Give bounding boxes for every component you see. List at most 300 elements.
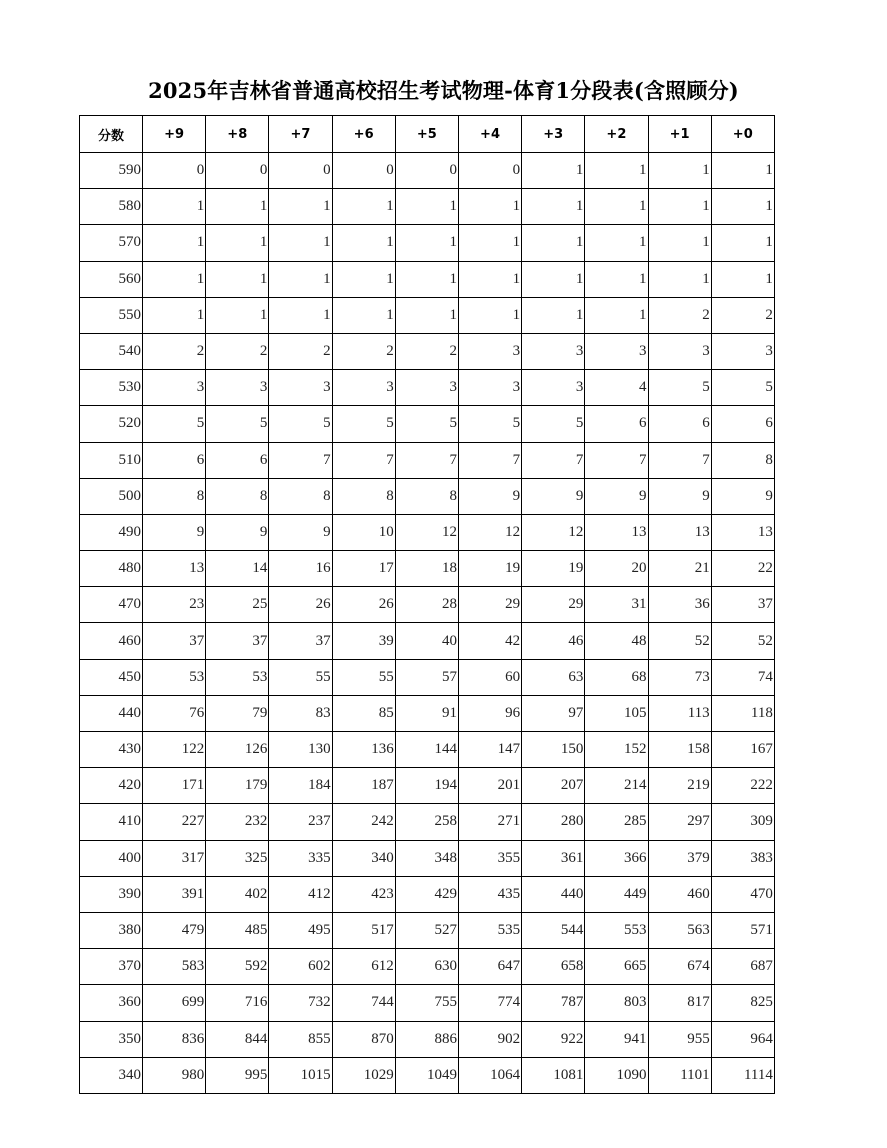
count-cell: 1 xyxy=(206,261,269,297)
count-cell: 1015 xyxy=(269,1057,332,1093)
count-cell: 571 xyxy=(711,912,774,948)
count-cell: 1 xyxy=(206,297,269,333)
count-cell: 1 xyxy=(206,225,269,261)
count-cell: 136 xyxy=(332,732,395,768)
count-cell: 85 xyxy=(332,695,395,731)
count-cell: 9 xyxy=(522,478,585,514)
score-table xyxy=(79,115,775,1094)
count-cell: 0 xyxy=(332,153,395,189)
count-cell: 201 xyxy=(458,768,521,804)
count-cell: 7 xyxy=(522,442,585,478)
count-cell: 179 xyxy=(206,768,269,804)
count-cell: 1 xyxy=(648,225,711,261)
count-cell: 402 xyxy=(206,876,269,912)
count-cell: 1114 xyxy=(711,1057,774,1093)
count-cell: 435 xyxy=(458,876,521,912)
header-bonus-plus-3: +3 xyxy=(522,116,585,153)
count-cell: 886 xyxy=(395,1021,458,1057)
count-cell: 941 xyxy=(585,1021,648,1057)
count-cell: 1 xyxy=(269,225,332,261)
count-cell: 232 xyxy=(206,804,269,840)
count-cell: 0 xyxy=(206,153,269,189)
count-cell: 7 xyxy=(269,442,332,478)
count-cell: 4 xyxy=(585,370,648,406)
count-cell: 1 xyxy=(522,297,585,333)
count-cell: 113 xyxy=(648,695,711,731)
count-cell: 592 xyxy=(206,949,269,985)
score-cell: 450 xyxy=(80,659,143,695)
count-cell: 5 xyxy=(522,406,585,442)
score-cell: 420 xyxy=(80,768,143,804)
count-cell: 2 xyxy=(711,297,774,333)
header-bonus-plus-1: +1 xyxy=(648,116,711,153)
count-cell: 485 xyxy=(206,912,269,948)
table-row xyxy=(80,333,775,369)
header-bonus-plus-7: +7 xyxy=(269,116,332,153)
count-cell: 5 xyxy=(143,406,206,442)
header-bonus-plus-2: +2 xyxy=(585,116,648,153)
count-cell: 665 xyxy=(585,949,648,985)
count-cell: 96 xyxy=(458,695,521,731)
count-cell: 674 xyxy=(648,949,711,985)
table-row xyxy=(80,912,775,948)
count-cell: 583 xyxy=(143,949,206,985)
count-cell: 2 xyxy=(206,333,269,369)
count-cell: 280 xyxy=(522,804,585,840)
count-cell: 147 xyxy=(458,732,521,768)
count-cell: 158 xyxy=(648,732,711,768)
score-cell: 520 xyxy=(80,406,143,442)
count-cell: 37 xyxy=(206,623,269,659)
count-cell: 8 xyxy=(332,478,395,514)
score-cell: 530 xyxy=(80,370,143,406)
count-cell: 348 xyxy=(395,840,458,876)
score-cell: 400 xyxy=(80,840,143,876)
count-cell: 527 xyxy=(395,912,458,948)
count-cell: 9 xyxy=(269,514,332,550)
table-row xyxy=(80,297,775,333)
count-cell: 52 xyxy=(648,623,711,659)
count-cell: 63 xyxy=(522,659,585,695)
score-cell: 460 xyxy=(80,623,143,659)
header-bonus-plus-8: +8 xyxy=(206,116,269,153)
count-cell: 150 xyxy=(522,732,585,768)
count-cell: 5 xyxy=(206,406,269,442)
count-cell: 1 xyxy=(269,297,332,333)
header-score: 分数 xyxy=(80,116,143,153)
score-cell: 490 xyxy=(80,514,143,550)
count-cell: 118 xyxy=(711,695,774,731)
count-cell: 699 xyxy=(143,985,206,1021)
count-cell: 383 xyxy=(711,840,774,876)
count-cell: 658 xyxy=(522,949,585,985)
count-cell: 46 xyxy=(522,623,585,659)
count-cell: 1049 xyxy=(395,1057,458,1093)
count-cell: 5 xyxy=(269,406,332,442)
score-cell: 380 xyxy=(80,912,143,948)
count-cell: 12 xyxy=(522,514,585,550)
count-cell: 219 xyxy=(648,768,711,804)
table-row xyxy=(80,225,775,261)
count-cell: 53 xyxy=(206,659,269,695)
count-cell: 6 xyxy=(143,442,206,478)
table-row xyxy=(80,840,775,876)
count-cell: 271 xyxy=(458,804,521,840)
count-cell: 31 xyxy=(585,587,648,623)
count-cell: 3 xyxy=(522,370,585,406)
count-cell: 1 xyxy=(143,261,206,297)
count-cell: 55 xyxy=(332,659,395,695)
count-cell: 870 xyxy=(332,1021,395,1057)
count-cell: 40 xyxy=(395,623,458,659)
count-cell: 9 xyxy=(206,514,269,550)
count-cell: 57 xyxy=(395,659,458,695)
score-cell: 360 xyxy=(80,985,143,1021)
count-cell: 237 xyxy=(269,804,332,840)
count-cell: 774 xyxy=(458,985,521,1021)
count-cell: 8 xyxy=(269,478,332,514)
score-cell: 430 xyxy=(80,732,143,768)
score-cell: 580 xyxy=(80,189,143,225)
table-row xyxy=(80,551,775,587)
count-cell: 9 xyxy=(648,478,711,514)
count-cell: 97 xyxy=(522,695,585,731)
count-cell: 955 xyxy=(648,1021,711,1057)
count-cell: 1 xyxy=(143,189,206,225)
count-cell: 19 xyxy=(522,551,585,587)
count-cell: 207 xyxy=(522,768,585,804)
score-cell: 590 xyxy=(80,153,143,189)
count-cell: 0 xyxy=(269,153,332,189)
count-cell: 3 xyxy=(648,333,711,369)
count-cell: 60 xyxy=(458,659,521,695)
count-cell: 836 xyxy=(143,1021,206,1057)
count-cell: 787 xyxy=(522,985,585,1021)
count-cell: 8 xyxy=(395,478,458,514)
score-cell: 570 xyxy=(80,225,143,261)
count-cell: 1 xyxy=(395,225,458,261)
table-row xyxy=(80,695,775,731)
count-cell: 470 xyxy=(711,876,774,912)
score-cell: 390 xyxy=(80,876,143,912)
count-cell: 553 xyxy=(585,912,648,948)
score-cell: 470 xyxy=(80,587,143,623)
count-cell: 379 xyxy=(648,840,711,876)
count-cell: 12 xyxy=(395,514,458,550)
count-cell: 517 xyxy=(332,912,395,948)
count-cell: 37 xyxy=(143,623,206,659)
header-row xyxy=(80,116,775,153)
count-cell: 309 xyxy=(711,804,774,840)
count-cell: 817 xyxy=(648,985,711,1021)
count-cell: 19 xyxy=(458,551,521,587)
count-cell: 825 xyxy=(711,985,774,1021)
table-row xyxy=(80,442,775,478)
table-row xyxy=(80,406,775,442)
count-cell: 7 xyxy=(648,442,711,478)
count-cell: 1 xyxy=(648,189,711,225)
count-cell: 317 xyxy=(143,840,206,876)
count-cell: 1 xyxy=(522,261,585,297)
count-cell: 495 xyxy=(269,912,332,948)
count-cell: 25 xyxy=(206,587,269,623)
count-cell: 535 xyxy=(458,912,521,948)
count-cell: 844 xyxy=(206,1021,269,1057)
count-cell: 1 xyxy=(143,225,206,261)
count-cell: 6 xyxy=(648,406,711,442)
count-cell: 3 xyxy=(332,370,395,406)
count-cell: 1 xyxy=(711,261,774,297)
count-cell: 26 xyxy=(332,587,395,623)
count-cell: 37 xyxy=(711,587,774,623)
count-cell: 68 xyxy=(585,659,648,695)
count-cell: 167 xyxy=(711,732,774,768)
count-cell: 1 xyxy=(711,153,774,189)
count-cell: 8 xyxy=(206,478,269,514)
count-cell: 2 xyxy=(269,333,332,369)
count-cell: 194 xyxy=(395,768,458,804)
count-cell: 7 xyxy=(585,442,648,478)
count-cell: 7 xyxy=(458,442,521,478)
count-cell: 171 xyxy=(143,768,206,804)
count-cell: 0 xyxy=(143,153,206,189)
count-cell: 647 xyxy=(458,949,521,985)
count-cell: 1 xyxy=(522,225,585,261)
count-cell: 13 xyxy=(648,514,711,550)
count-cell: 335 xyxy=(269,840,332,876)
score-cell: 480 xyxy=(80,551,143,587)
count-cell: 602 xyxy=(269,949,332,985)
count-cell: 23 xyxy=(143,587,206,623)
count-cell: 9 xyxy=(711,478,774,514)
count-cell: 29 xyxy=(458,587,521,623)
count-cell: 1 xyxy=(458,189,521,225)
score-cell: 440 xyxy=(80,695,143,731)
count-cell: 130 xyxy=(269,732,332,768)
count-cell: 1090 xyxy=(585,1057,648,1093)
count-cell: 1 xyxy=(332,225,395,261)
count-cell: 8 xyxy=(711,442,774,478)
count-cell: 0 xyxy=(458,153,521,189)
count-cell: 3 xyxy=(458,333,521,369)
count-cell: 20 xyxy=(585,551,648,587)
count-cell: 361 xyxy=(522,840,585,876)
table-row xyxy=(80,514,775,550)
count-cell: 5 xyxy=(332,406,395,442)
count-cell: 460 xyxy=(648,876,711,912)
count-cell: 9 xyxy=(458,478,521,514)
count-cell: 144 xyxy=(395,732,458,768)
count-cell: 544 xyxy=(522,912,585,948)
count-cell: 1 xyxy=(269,261,332,297)
count-cell: 3 xyxy=(585,333,648,369)
count-cell: 1 xyxy=(332,261,395,297)
count-cell: 16 xyxy=(269,551,332,587)
count-cell: 7 xyxy=(332,442,395,478)
header-bonus-plus-0: +0 xyxy=(711,116,774,153)
table-row xyxy=(80,732,775,768)
count-cell: 1 xyxy=(206,189,269,225)
count-cell: 744 xyxy=(332,985,395,1021)
count-cell: 3 xyxy=(269,370,332,406)
score-cell: 350 xyxy=(80,1021,143,1057)
count-cell: 449 xyxy=(585,876,648,912)
header-bonus-plus-5: +5 xyxy=(395,116,458,153)
count-cell: 285 xyxy=(585,804,648,840)
header-bonus-plus-4: +4 xyxy=(458,116,521,153)
count-cell: 37 xyxy=(269,623,332,659)
count-cell: 5 xyxy=(648,370,711,406)
count-cell: 440 xyxy=(522,876,585,912)
count-cell: 6 xyxy=(711,406,774,442)
count-cell: 630 xyxy=(395,949,458,985)
count-cell: 26 xyxy=(269,587,332,623)
count-cell: 1029 xyxy=(332,1057,395,1093)
score-cell: 540 xyxy=(80,333,143,369)
count-cell: 2 xyxy=(143,333,206,369)
count-cell: 716 xyxy=(206,985,269,1021)
count-cell: 3 xyxy=(395,370,458,406)
score-cell: 560 xyxy=(80,261,143,297)
table-row xyxy=(80,587,775,623)
count-cell: 5 xyxy=(711,370,774,406)
count-cell: 1 xyxy=(395,261,458,297)
count-cell: 1 xyxy=(332,297,395,333)
count-cell: 980 xyxy=(143,1057,206,1093)
count-cell: 1 xyxy=(585,189,648,225)
score-cell: 500 xyxy=(80,478,143,514)
count-cell: 126 xyxy=(206,732,269,768)
table-row xyxy=(80,189,775,225)
count-cell: 55 xyxy=(269,659,332,695)
count-cell: 479 xyxy=(143,912,206,948)
count-cell: 2 xyxy=(395,333,458,369)
count-cell: 3 xyxy=(458,370,521,406)
count-cell: 1 xyxy=(458,225,521,261)
count-cell: 152 xyxy=(585,732,648,768)
count-cell: 12 xyxy=(458,514,521,550)
count-cell: 39 xyxy=(332,623,395,659)
count-cell: 91 xyxy=(395,695,458,731)
count-cell: 1 xyxy=(648,153,711,189)
count-cell: 355 xyxy=(458,840,521,876)
count-cell: 687 xyxy=(711,949,774,985)
count-cell: 1 xyxy=(143,297,206,333)
count-cell: 1 xyxy=(332,189,395,225)
count-cell: 53 xyxy=(143,659,206,695)
count-cell: 242 xyxy=(332,804,395,840)
count-cell: 1101 xyxy=(648,1057,711,1093)
count-cell: 563 xyxy=(648,912,711,948)
count-cell: 1 xyxy=(585,225,648,261)
count-cell: 29 xyxy=(522,587,585,623)
table-row xyxy=(80,985,775,1021)
table-row xyxy=(80,623,775,659)
count-cell: 1 xyxy=(711,225,774,261)
count-cell: 48 xyxy=(585,623,648,659)
count-cell: 187 xyxy=(332,768,395,804)
count-cell: 6 xyxy=(585,406,648,442)
count-cell: 76 xyxy=(143,695,206,731)
count-cell: 9 xyxy=(143,514,206,550)
count-cell: 1 xyxy=(269,189,332,225)
count-cell: 922 xyxy=(522,1021,585,1057)
table-row xyxy=(80,153,775,189)
score-cell: 370 xyxy=(80,949,143,985)
count-cell: 732 xyxy=(269,985,332,1021)
count-cell: 36 xyxy=(648,587,711,623)
count-cell: 429 xyxy=(395,876,458,912)
count-cell: 755 xyxy=(395,985,458,1021)
count-cell: 42 xyxy=(458,623,521,659)
count-cell: 52 xyxy=(711,623,774,659)
page-title: 2025年吉林省普通高校招生考试物理-体育1分段表(含照顾分) xyxy=(148,78,739,103)
count-cell: 2 xyxy=(332,333,395,369)
count-cell: 258 xyxy=(395,804,458,840)
count-cell: 3 xyxy=(522,333,585,369)
count-cell: 227 xyxy=(143,804,206,840)
count-cell: 105 xyxy=(585,695,648,731)
table-row xyxy=(80,478,775,514)
count-cell: 21 xyxy=(648,551,711,587)
count-cell: 122 xyxy=(143,732,206,768)
count-cell: 1 xyxy=(395,189,458,225)
count-cell: 423 xyxy=(332,876,395,912)
table-row xyxy=(80,1057,775,1093)
count-cell: 10 xyxy=(332,514,395,550)
count-cell: 73 xyxy=(648,659,711,695)
count-cell: 3 xyxy=(206,370,269,406)
count-cell: 1064 xyxy=(458,1057,521,1093)
count-cell: 3 xyxy=(143,370,206,406)
count-cell: 855 xyxy=(269,1021,332,1057)
table-row xyxy=(80,949,775,985)
count-cell: 902 xyxy=(458,1021,521,1057)
count-cell: 79 xyxy=(206,695,269,731)
count-cell: 222 xyxy=(711,768,774,804)
count-cell: 14 xyxy=(206,551,269,587)
count-cell: 13 xyxy=(585,514,648,550)
table-row xyxy=(80,876,775,912)
count-cell: 5 xyxy=(395,406,458,442)
count-cell: 7 xyxy=(395,442,458,478)
table-row xyxy=(80,1021,775,1057)
count-cell: 13 xyxy=(711,514,774,550)
count-cell: 995 xyxy=(206,1057,269,1093)
count-cell: 83 xyxy=(269,695,332,731)
count-cell: 1 xyxy=(585,153,648,189)
count-cell: 5 xyxy=(458,406,521,442)
count-cell: 1 xyxy=(585,297,648,333)
table-row xyxy=(80,261,775,297)
count-cell: 803 xyxy=(585,985,648,1021)
count-cell: 2 xyxy=(648,297,711,333)
count-cell: 391 xyxy=(143,876,206,912)
count-cell: 13 xyxy=(143,551,206,587)
count-cell: 340 xyxy=(332,840,395,876)
score-cell: 410 xyxy=(80,804,143,840)
header-bonus-plus-9: +9 xyxy=(143,116,206,153)
count-cell: 1 xyxy=(522,153,585,189)
count-cell: 74 xyxy=(711,659,774,695)
count-cell: 22 xyxy=(711,551,774,587)
count-cell: 325 xyxy=(206,840,269,876)
count-cell: 184 xyxy=(269,768,332,804)
count-cell: 18 xyxy=(395,551,458,587)
count-cell: 0 xyxy=(395,153,458,189)
score-cell: 550 xyxy=(80,297,143,333)
count-cell: 1 xyxy=(585,261,648,297)
